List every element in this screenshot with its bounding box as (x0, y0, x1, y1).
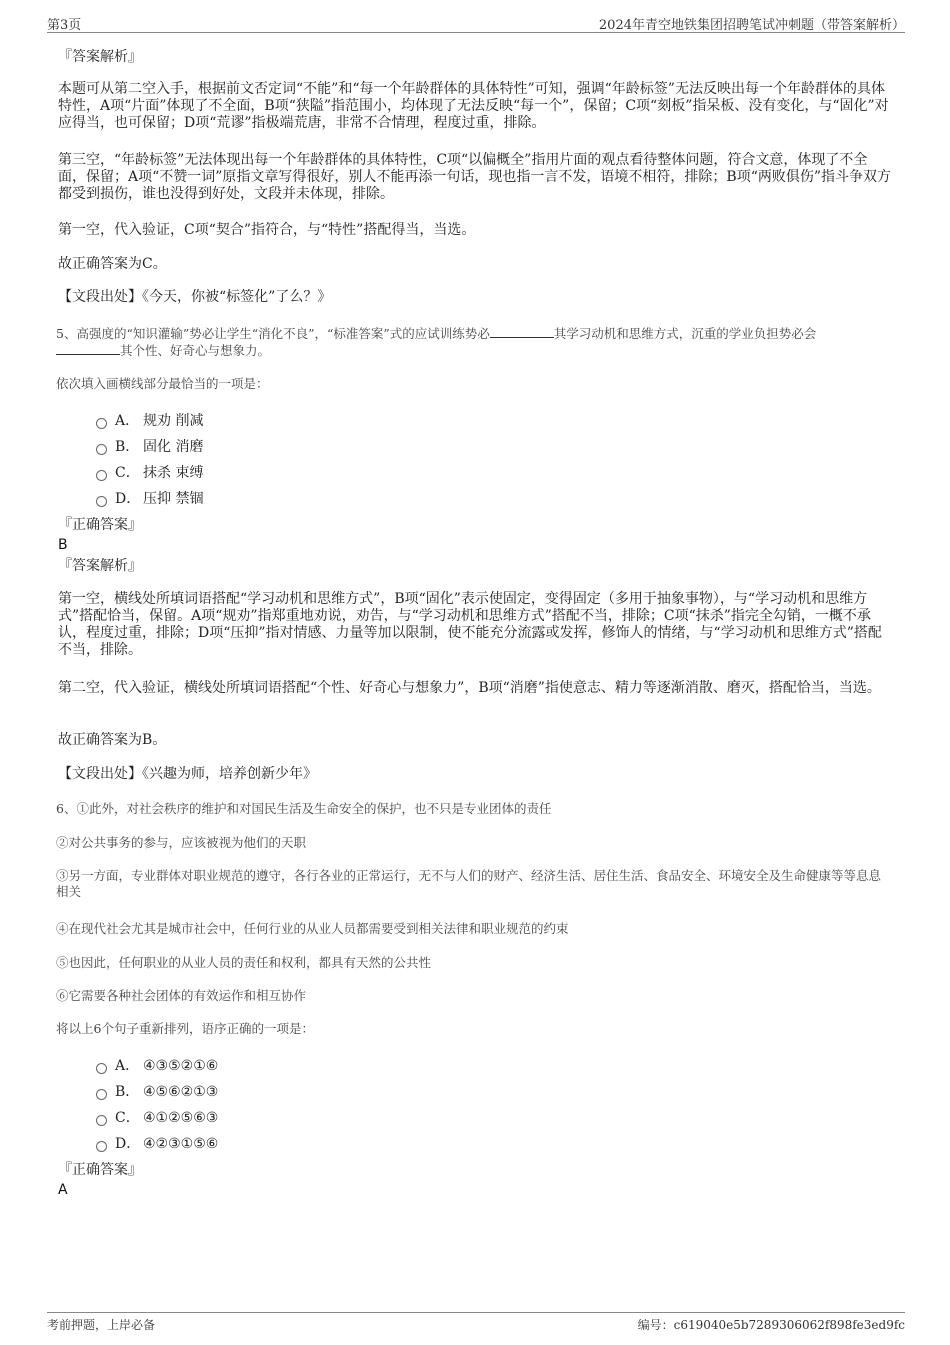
q5-stem (56, 325, 892, 359)
q6-sentence-4: ④在现代社会尤其是城市社会中，任何行业的从业人员都需要受到相关法律和职业规范的约束 (56, 921, 569, 936)
q4-answer-line: 故正确答案为C。 (58, 256, 167, 272)
page-header (47, 14, 905, 33)
fill-blank-2 (56, 342, 120, 355)
q5-correct-label: 『正确答案』 (58, 517, 142, 533)
q4-analysis-p3: 第一空，代入验证，C项“契合”指符合，与“特性”搭配得当，当选。 (58, 222, 476, 238)
q5-option-c[interactable]: C． 抹杀 束缚 (96, 464, 203, 482)
q4-analysis-p2: 第三空，“年龄标签”无法体现出每一个年龄群体的具体特性，C项“以偏概全”指用片面的观点看待整体问题，符合文意，体现了不全面，保留；A项“不赞一词”原指文章写得很好，别人不能再添一句话，现也指一言不发，语境不相符，排除；B项“两败俱伤”指斗争双方都受到损伤，谁也没得到好处，文段并未体现，排除。 (58, 152, 892, 202)
q5-option-d[interactable]: D． 压抑 禁锢 (96, 490, 203, 508)
radio-icon[interactable] (96, 1115, 107, 1126)
q5-stem-part-a: 5、高强度的“知识灌输”势必让学生“消化不良”，“标准答案”式的应试训练势必 (56, 326, 490, 341)
radio-icon[interactable] (96, 1089, 107, 1100)
fill-blank-1 (490, 325, 554, 338)
q5-option-a[interactable]: A． 规劝 削减 (96, 412, 203, 430)
document-serial: 编号：c619040e5b7289306062f898fe3ed9fc (637, 1318, 905, 1332)
q5-analysis-p1: 第一空，横线处所填词语搭配“学习动机和思维方式”，B项“固化”表示使固定，变得固定（多用于抽象事物），与“学习动机和思维方式”搭配恰当，保留。A项“规劝”指郑重地劝说，劝告，与“学习动机和思维方式”搭配不当，排除；C项“抹杀”指完全勾销，一概不承认，程度过重，排除；D项“压抑”指对情感、力量等加以限制，使不能充分流露或发挥，修饰人的情绪，与“学习动机和思维方式”搭配不当，排除。 (58, 591, 882, 658)
radio-icon[interactable] (96, 1063, 107, 1074)
radio-icon[interactable] (96, 444, 107, 455)
q5-analysis-p2: 第二空，代入验证，横线处所填词语搭配“个性、好奇心与想象力”，B项“消磨”指使意志、精力等逐渐消散、磨灭，搭配恰当，当选。 (58, 680, 881, 696)
q5-prompt: 依次填入画横线部分最恰当的一项是： (56, 376, 269, 391)
page-number: 第3页 (47, 18, 82, 33)
q5-analysis-label: 『答案解析』 (58, 558, 142, 574)
q5-stem-part-b: 其学习动机和思维方式，沉重的学业负担势必会 (553, 326, 817, 341)
q6-sentence-1: 6、①此外，对社会秩序的维护和对国民生活及生命安全的保护，也不只是专业团体的责任 (56, 801, 552, 816)
q5-stem-part-c: 其个性、好奇心与想象力。 (120, 343, 271, 358)
document-title: 2024年青空地铁集团招聘笔试冲刺题（带答案解析） (598, 18, 905, 33)
q4-analysis-p1: 本题可从第二空入手，根据前文否定词“不能”和“每一个年龄群体的具体特性”可知，强调“年龄标签”无法反映出每一个年龄群体的具体特性，A项“片面”体现了不全面，B项“狭隘”指范围小，均体现了无法反映“每一个”，保留；C项“刻板”指呆板、没有变化，与“固化”对应得当，也可保留；D项“荒谬”指极端荒唐，非常不合情理，程度过重，排除。 (58, 81, 889, 131)
q6-sentence-6: ⑥它需要各种社会团体的有效运作和相互协作 (56, 988, 307, 1003)
q6-option-a[interactable]: A． ④③⑤②①⑥ (96, 1057, 218, 1075)
q6-option-c[interactable]: C． ④①②⑤⑥③ (96, 1109, 218, 1127)
q5-correct-answer: B (58, 537, 68, 553)
q4-source: 【文段出处】《今天，你被“标签化”了么？》 (58, 289, 332, 305)
q6-option-b[interactable]: B． ④⑤⑥②①③ (96, 1083, 218, 1101)
q6-option-d[interactable]: D． ④②③①⑤⑥ (96, 1135, 218, 1153)
radio-icon[interactable] (96, 470, 107, 481)
q5-source: 【文段出处】《兴趣为师，培养创新少年》 (58, 766, 317, 782)
q5-option-b[interactable]: B． 固化 消磨 (96, 438, 203, 456)
footer-slogan: 考前押题，上岸必备 (47, 1318, 156, 1332)
q4-analysis-label: 『答案解析』 (58, 49, 142, 65)
q6-prompt: 将以上6个句子重新排列，语序正确的一项是： (56, 1021, 314, 1036)
page-footer (47, 1312, 905, 1333)
q6-correct-answer: A (58, 1182, 68, 1198)
radio-icon[interactable] (96, 496, 107, 507)
radio-icon[interactable] (96, 418, 107, 429)
q6-correct-label: 『正确答案』 (58, 1162, 142, 1178)
q6-sentence-5: ⑤也因此，任何职业的从业人员的责任和权利，都具有天然的公共性 (56, 955, 432, 970)
radio-icon[interactable] (96, 1141, 107, 1152)
q5-answer-line: 故正确答案为B。 (58, 732, 167, 748)
q6-sentence-3: ③另一方面，专业群体对职业规范的遵守，各行各业的正常运行，无不与人们的财产、经济生活、居住生活、食品安全、环境安全及生命健康等等息息相关 (56, 868, 882, 899)
q6-sentence-2: ②对公共事务的参与，应该被视为他们的天职 (56, 835, 307, 850)
